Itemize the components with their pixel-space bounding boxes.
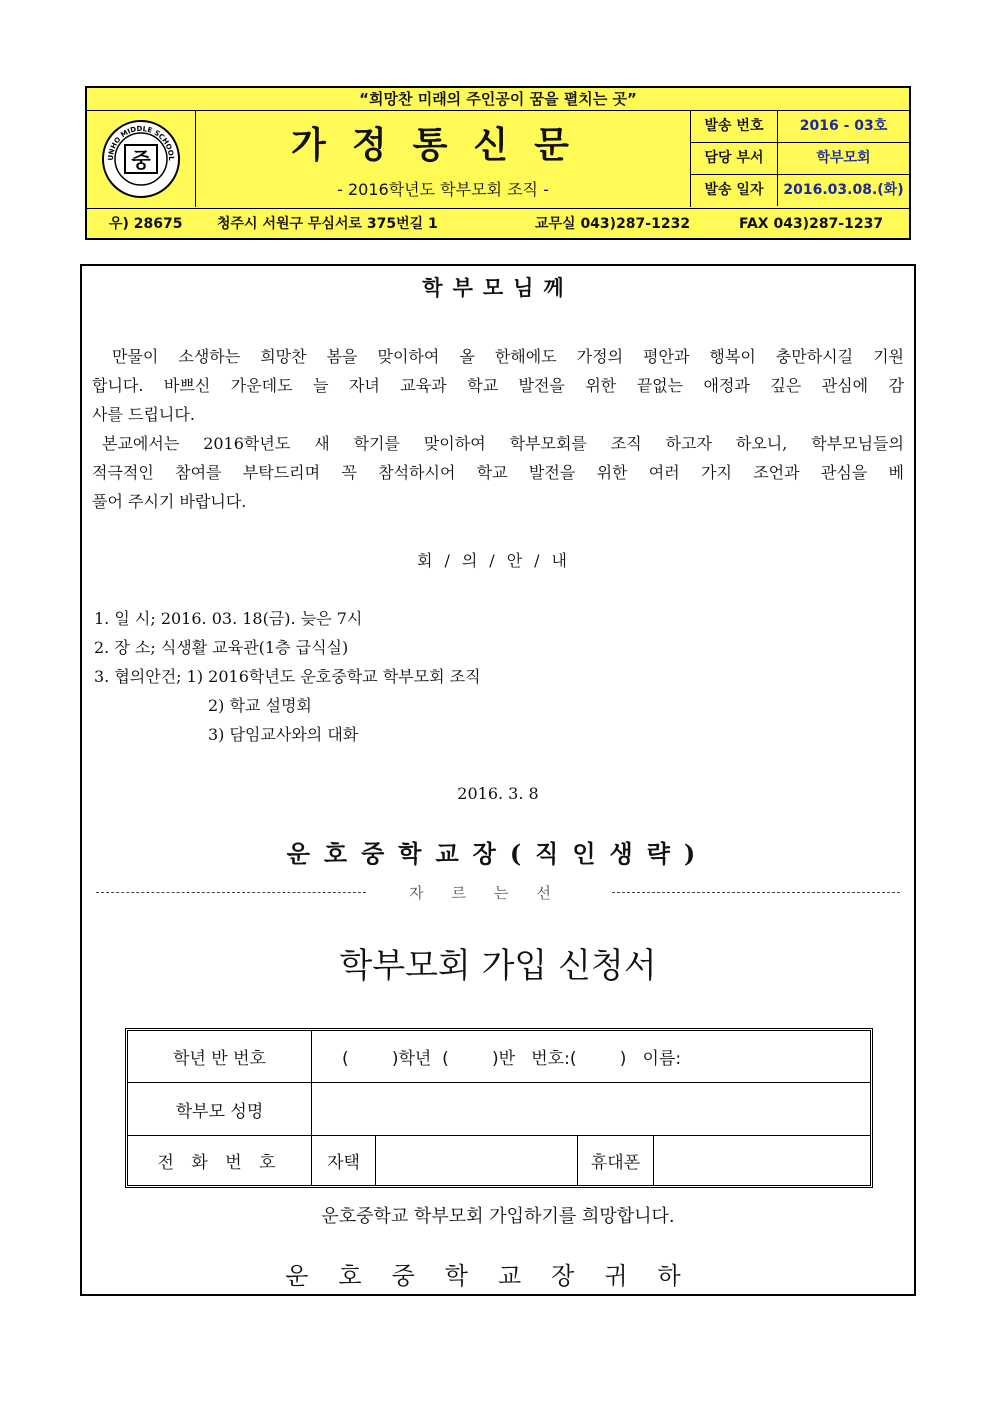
meta-label: 담당 부서 xyxy=(691,143,778,174)
parent-name-field[interactable] xyxy=(312,1083,870,1135)
issue-meta-table xyxy=(691,111,909,207)
form-label: 학년 반 번호 xyxy=(128,1031,312,1082)
home-phone-label: 자택 xyxy=(312,1136,376,1185)
meta-label: 발송 번호 xyxy=(691,111,778,142)
newsletter-subtitle: - 2016학년도 학부모회 조직 - xyxy=(337,180,549,199)
office-phone: 교무실 043)287-1232 xyxy=(535,216,691,232)
paragraph-line: 적극적인 참여를 부탁드리며 꼭 참석하시어 학교 발전을 위한 여러 가지 조언과 관심을 베 xyxy=(92,463,904,482)
slogan: “희망찬 미래의 주인공이 꿈을 펼치는 곳” xyxy=(87,88,909,111)
greeting: 학부모님께 xyxy=(422,275,574,300)
mobile-phone-field[interactable] xyxy=(654,1136,870,1185)
paragraph-line: 합니다. 바쁘신 가운데도 늘 자녀 교육과 학교 발전을 위한 끝없는 애정과 깊은 관심에 감 xyxy=(92,376,904,395)
mobile-phone-label: 휴대폰 xyxy=(578,1136,654,1185)
meeting-item-agenda-sub: 2) 학교 설명회 xyxy=(208,696,312,715)
form-label: 전 화 번 호 xyxy=(128,1136,312,1185)
home-phone-field[interactable] xyxy=(376,1136,578,1185)
paragraph-line: 만물이 소생하는 희망찬 봄을 맞이하여 올 한해에도 가정의 평안과 행복이 충만하시길 기원 xyxy=(112,347,904,366)
letter-date: 2016. 3. 8 xyxy=(457,784,539,803)
meta-value: 2016.03.08.(화) xyxy=(783,182,904,198)
class-number-field[interactable]: ( )학년 ( )반 번호:( ) 이름: xyxy=(342,1049,682,1069)
fax-number: FAX 043)287-1237 xyxy=(739,216,884,232)
meta-row-issue-date xyxy=(691,175,909,207)
meeting-info-title: 회/의/안/내 xyxy=(417,551,579,570)
logo-cell xyxy=(87,111,196,207)
form-label: 학부모 성명 xyxy=(128,1083,312,1135)
logo-text: UNHO MIDDLE SCHOOL xyxy=(106,124,176,161)
form-title: 학부모회 가입 신청서 xyxy=(339,946,657,986)
cut-line-text: 자르는선 xyxy=(409,884,579,902)
logo-letter: 중 xyxy=(131,148,151,172)
meeting-item-place: 2. 장 소; 식생활 교육관(1층 급식실) xyxy=(94,638,349,657)
title-cell xyxy=(196,111,691,207)
paragraph-line: 사를 드립니다. xyxy=(92,405,195,424)
form-row-class xyxy=(128,1031,870,1083)
form-row-phone xyxy=(128,1136,870,1185)
address-row xyxy=(87,208,909,239)
school-logo-icon xyxy=(101,119,181,199)
school-address: 청주시 서원구 무심서로 375번길 1 xyxy=(217,216,438,232)
form-recipient: 운호중학교장귀하 xyxy=(285,1262,711,1290)
meeting-item-date: 1. 일 시; 2016. 03. 18(금). 늦은 7시 xyxy=(94,609,363,628)
meta-label: 발송 일자 xyxy=(691,175,778,206)
meeting-item-agenda: 3. 협의안건; 1) 2016학년도 운호중학교 학부모회 조직 xyxy=(94,667,481,686)
letter-body xyxy=(80,264,916,1296)
application-note: 운호중학교 학부모회 가입하기를 희망합니다. xyxy=(321,1206,675,1227)
meta-value: 학부모회 xyxy=(816,150,871,166)
meta-row-issue-number xyxy=(691,111,909,143)
postal-code: 우) 28675 xyxy=(109,216,183,232)
form-row-parent-name xyxy=(128,1083,870,1136)
principal-signature: 운호중학교장(직인생략) xyxy=(286,839,710,868)
newsletter-header xyxy=(85,86,911,240)
application-form-table xyxy=(125,1028,873,1188)
paragraph-line: 풀어 주시기 바랍니다. xyxy=(92,492,247,511)
meta-row-department xyxy=(691,143,909,175)
meeting-item-agenda-sub: 3) 담임교사와의 대화 xyxy=(208,725,359,744)
cut-line xyxy=(96,882,900,902)
newsletter-title: 가정통신문 xyxy=(291,124,595,166)
meta-value: 2016 - 03호 xyxy=(799,118,888,134)
paragraph-line: 본교에서는 2016학년도 새 학기를 맞이하여 학부모회를 조직 하고자 하오니, 학부모님들의 xyxy=(102,434,904,453)
